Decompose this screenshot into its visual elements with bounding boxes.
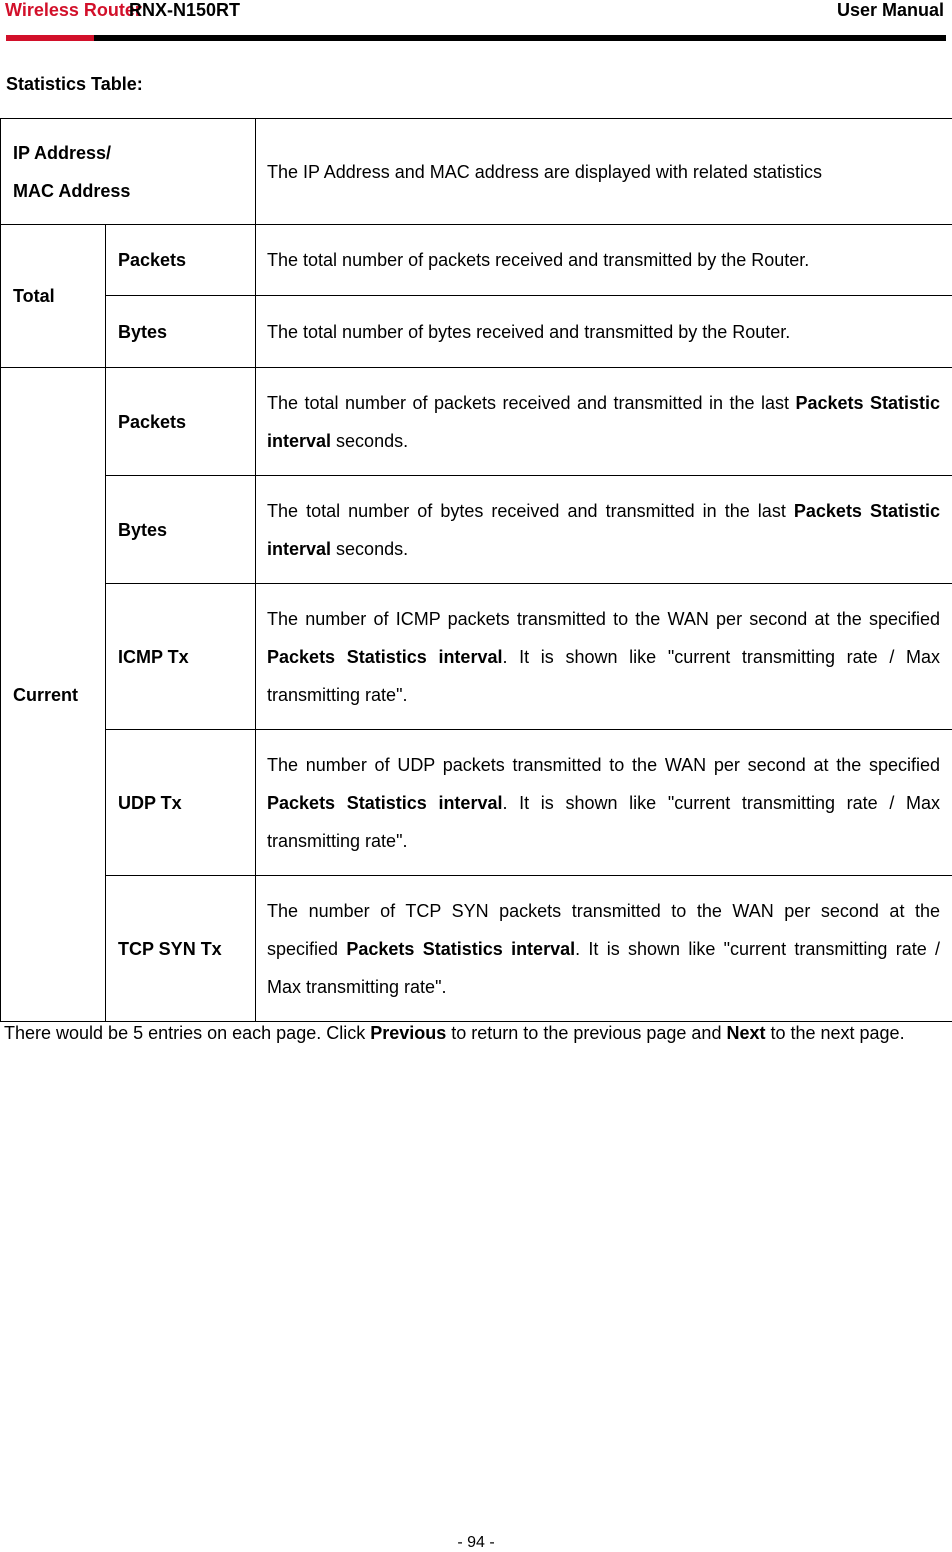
- header-rule-accent: [6, 35, 94, 41]
- header-rule: [94, 35, 946, 41]
- page-header: [0, 0, 952, 44]
- icmp-tx-description: The number of ICMP packets transmitted to the WAN per second at the specified Packets Statistics interval. It is shown like "current transmitting rate / Max transmitting rate".: [256, 584, 952, 730]
- current-packets-description: The total number of packets received and transmitted in the last Packets Statistic interval seconds.: [256, 368, 952, 476]
- icmp-tx-label: ICMP Tx: [106, 584, 256, 730]
- header-manual-title: User Manual: [836, 0, 944, 20]
- statistics-table: [0, 118, 952, 1022]
- current-bytes-description: The total number of bytes received and transmitted in the last Packets Statistic interval seconds.: [256, 476, 952, 584]
- total-label: Total: [1, 225, 106, 368]
- table-row: [1, 876, 952, 1022]
- tcp-syn-tx-label: TCP SYN Tx: [106, 876, 256, 1022]
- ip-address-label: IP Address/: [13, 142, 112, 163]
- ip-mac-description: The IP Address and MAC address are displayed with related statistics: [256, 119, 952, 225]
- current-packets-label: Packets: [106, 368, 256, 476]
- previous-keyword: Previous: [370, 1023, 447, 1043]
- udp-tx-description: The number of UDP packets transmitted to the WAN per second at the specified Packets Statistics interval. It is shown like "current transmitting rate / Max transmitting rate".: [256, 730, 952, 876]
- tcp-syn-tx-description: The number of TCP SYN packets transmitted to the WAN per second at the specified Packets Statistics interval. It is shown like "current transmitting rate / Max transmitting rate".: [256, 876, 952, 1022]
- total-bytes-description: The total number of bytes received and transmitted by the Router.: [256, 296, 952, 368]
- total-bytes-label: Bytes: [106, 296, 256, 368]
- total-packets-description: The total number of packets received and transmitted by the Router.: [256, 225, 952, 296]
- table-row: [1, 119, 952, 225]
- header-model: RNX-N150RT: [129, 0, 241, 20]
- header-brand: Wireless Router: [5, 0, 142, 20]
- total-packets-label: Packets: [106, 225, 256, 296]
- table-row: [1, 730, 952, 876]
- pagination-note: There would be 5 entries on each page. Click Previous to return to the previous page and Next to the next page.: [4, 1023, 905, 1043]
- current-label: Current: [1, 368, 106, 1022]
- table-row: [1, 476, 952, 584]
- table-row: [1, 368, 952, 476]
- mac-address-label: MAC Address: [13, 180, 131, 201]
- table-row: [1, 225, 952, 296]
- table-row: [1, 584, 952, 730]
- page-number: - 94 -: [457, 1534, 495, 1551]
- next-keyword: Next: [726, 1023, 766, 1043]
- udp-tx-label: UDP Tx: [106, 730, 256, 876]
- current-bytes-label: Bytes: [106, 476, 256, 584]
- ip-mac-label-cell: [1, 119, 256, 225]
- table-row: [1, 296, 952, 368]
- section-title: Statistics Table:: [6, 74, 143, 94]
